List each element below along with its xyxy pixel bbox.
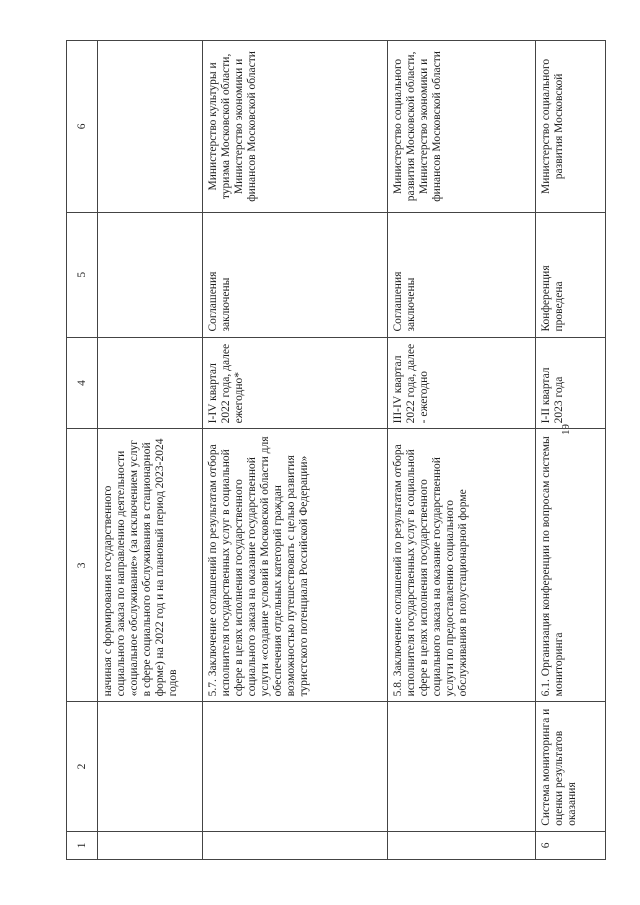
period-cell: III-IV квартал 2022 года, далее - ежегодно (388, 337, 536, 429)
row-number-cell (203, 831, 388, 859)
row-number-cell (388, 831, 536, 859)
responsible-cell: Министерство социального развития Московской (536, 41, 606, 213)
responsible-cell (98, 41, 203, 213)
page-number: 19 (560, 424, 572, 435)
action-cell: 5.8. Заключение соглашений по результатам отбора исполнителя государственных услуг в социальной сфере в целях исполнения государственного социального заказа на оказание государственной услуги по предоставлению социального обслуживания в полустационарной форме (388, 429, 536, 702)
responsible-cell: Министерство культуры и туризма Московской области, Министерство экономики и финансов Московской области (203, 41, 388, 213)
system-cell (98, 702, 203, 831)
column-number: 4 (67, 337, 98, 429)
period-cell (98, 337, 203, 429)
column-number: 2 (67, 702, 98, 831)
result-cell: Конференция проведена (536, 212, 606, 337)
column-number-row (67, 41, 98, 860)
result-cell (98, 212, 203, 337)
responsible-cell: Министерство социального развития Московской области, Министерство экономики и финансов Московской области (388, 41, 536, 213)
action-cell: начиная с формирования государственного социального заказа по направлению деятельности «социальное обслуживание» (за исключением услуг в сфере социального обслуживания в стационарной форме) на 2022 год и на плановый период 2023-2024 годов (98, 429, 203, 702)
column-number: 5 (67, 212, 98, 337)
action-cell: 6.1. Организация конференции по вопросам системы мониторинга (536, 429, 606, 702)
system-cell (203, 702, 388, 831)
result-cell: Соглашения заключены (388, 212, 536, 337)
column-number: 1 (67, 831, 98, 859)
result-cell: Соглашения заключены (203, 212, 388, 337)
table-row (203, 41, 388, 860)
system-cell: Система мониторинга и оценки результатов оказания (536, 702, 606, 831)
plan-table (66, 40, 606, 860)
table-row (98, 41, 203, 860)
table-row (388, 41, 536, 860)
table-row (536, 41, 606, 860)
column-number: 6 (67, 41, 98, 213)
column-number: 3 (67, 429, 98, 702)
period-cell: I-IV квартал 2022 года, далее ежегодно* (203, 337, 388, 429)
row-number-cell: 6 (536, 831, 606, 859)
period-cell: I-II квартал 2023 года (536, 337, 606, 429)
system-cell (388, 702, 536, 831)
action-cell: 5.7. Заключение соглашений по результатам отбора исполнителя государственных услуг в социальной сфере в целях исполнения государственного социального заказа на оказание государственной услуги «создание условий в Московской области для обеспечения отдельных категорий граждан возможностью путешествовать с целью развития туристского потенциала Российской Федерации» (203, 429, 388, 702)
row-number-cell (98, 831, 203, 859)
plan-table-sheet (66, 40, 606, 860)
